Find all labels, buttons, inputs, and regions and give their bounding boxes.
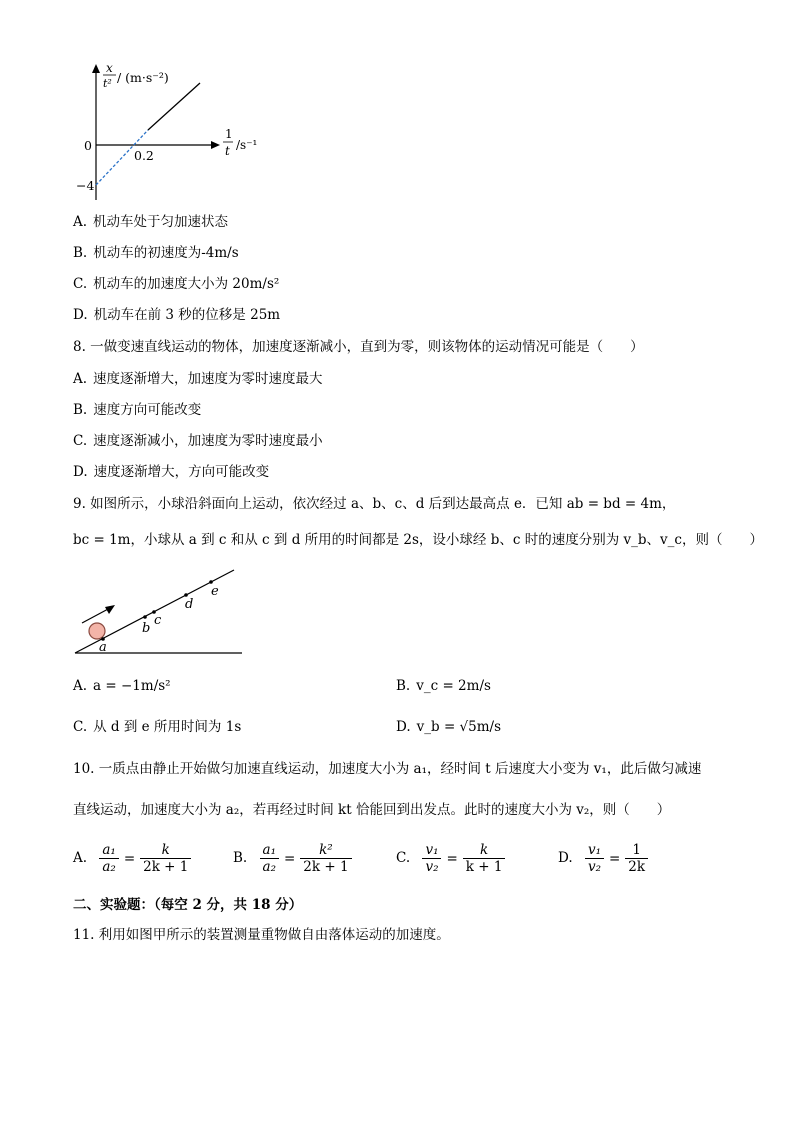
section-2-title: 二、实验题：（每空 2 分，共 18 分） [73, 897, 303, 913]
q8-option-b-text: 速度方向可能改变 [93, 402, 202, 418]
q9-stem-line2: bc = 1m，小球从 a 到 c 和从 c 到 d 所用的时间都是 2s，设小球经 b、c 时的速度分别为 v_b、v_c，则（ ） [73, 532, 763, 548]
graph-x-arrow [211, 141, 220, 149]
graph-y-label-num: x [106, 61, 113, 75]
q10-d-rhs-num: 1 [625, 842, 648, 859]
q10-d-lhs-num: v₁ [585, 842, 604, 859]
q7-option-a-text: 机动车处于匀加速状态 [93, 214, 229, 230]
q10-c-lhs-den: v₂ [425, 859, 439, 875]
label-d: d [185, 597, 194, 612]
q10-stem-line1: 10. 一质点由静止开始做匀加速直线运动，加速度大小为 a₁，经时间 t 后速度大小变为 v₁，此后做匀减速 [73, 761, 702, 777]
q8-option-b[interactable] [73, 400, 201, 420]
q10-c-lhs-num: v₁ [422, 842, 441, 859]
q7-option-b-label: B. [73, 245, 88, 261]
q7-option-a[interactable] [73, 212, 228, 232]
q7-option-b-text: 机动车的初速度为-4m/s [93, 245, 239, 261]
label-b: b [142, 621, 151, 636]
q10-c-rhs-den: k + 1 [465, 859, 503, 875]
q7-option-c-label: C. [73, 276, 88, 292]
q9-incline-figure [70, 565, 250, 660]
graph-x-intercept-label: 0.2 [134, 148, 154, 163]
q7-option-b[interactable] [73, 243, 239, 263]
q8-option-c-label: C. [73, 433, 88, 449]
motion-arrow-head [105, 605, 115, 614]
q9-option-c[interactable] [73, 717, 241, 737]
q10-b-rhs-den: 2k + 1 [303, 859, 349, 875]
motion-arrow-shaft [82, 608, 110, 623]
q8-option-d-text: 速度逐渐增大，方向可能改变 [93, 464, 270, 480]
label-c: c [154, 613, 162, 628]
q7-option-d[interactable] [73, 305, 280, 325]
q8-stem: 8. 一做变速直线运动的物体，加速度逐渐减小，直到为零，则该物体的运动情况可能是（ ） [73, 339, 644, 355]
graph-y-arrow [92, 64, 100, 73]
graph-x-unit: /s⁻¹ [236, 138, 258, 152]
q10-option-a[interactable]: A. $\frac{\text{a₁}}{\text{a₂}}$ = $\frac{k}{2k + 1}$ [73, 842, 193, 875]
q10-option-d-label: D. [558, 850, 573, 866]
q8-option-a[interactable] [73, 369, 323, 389]
q7-option-c-text: 机动车的加速度大小为 20m/s² [93, 276, 280, 292]
q9-option-d[interactable] [396, 717, 501, 737]
q10-a-rhs-den: 2k + 1 [143, 859, 189, 875]
q10-d-lhs-den: v₂ [587, 859, 601, 875]
q8-option-a-text: 速度逐渐增大，加速度为零时速度最大 [93, 371, 323, 387]
label-e: e [211, 584, 219, 599]
label-a: a [99, 640, 107, 655]
q10-b-lhs-num: a₁ [260, 842, 279, 859]
q10-option-b-label: B. [233, 850, 248, 866]
q9-option-b-text: v_c = 2m/s [416, 678, 491, 694]
q10-a-lhs-num: a₁ [99, 842, 118, 859]
q10-a-rhs-num: k [140, 842, 191, 859]
q10-option-d-rhs [625, 842, 648, 875]
q8-option-c[interactable] [73, 431, 323, 451]
q10-option-a-lhs [99, 842, 118, 875]
graph-y-label-den: t² [103, 77, 112, 90]
q10-option-a-rhs [140, 842, 191, 875]
q10-option-c-lhs [422, 842, 441, 875]
q9-option-a[interactable] [73, 676, 171, 696]
q10-option-c-rhs [463, 842, 506, 875]
q9-option-c-label: C. [73, 719, 88, 735]
q9-option-b[interactable] [396, 676, 491, 696]
q10-b-lhs-den: a₂ [262, 859, 276, 875]
graph-x-label-num: 1 [225, 127, 233, 141]
q10-option-b-lhs [260, 842, 279, 875]
q10-option-c[interactable]: C. $\frac{\text{v₁}}{\text{v₂}}$ = $\frac{k}{k + 1}$ [396, 842, 507, 875]
q10-a-lhs-den: a₂ [102, 859, 116, 875]
q10-option-c-label: C. [396, 850, 411, 866]
graph-y-unit: / (m·s⁻²) [117, 70, 169, 85]
q9-option-d-label: D. [396, 719, 411, 735]
q10-option-d[interactable]: D. $\frac{\text{v₁}}{\text{v₂}}$ = $\frac{1}{2k}$ [558, 842, 650, 875]
graph-origin-label: 0 [84, 138, 92, 153]
q7-option-c[interactable] [73, 274, 279, 294]
q10-option-a-label: A. [73, 850, 88, 866]
q10-option-b-rhs [300, 842, 351, 875]
q8-option-a-label: A. [73, 371, 88, 387]
ball [89, 623, 105, 639]
q9-option-a-label: A. [73, 678, 88, 694]
q10-b-rhs-num: k² [300, 842, 351, 859]
q10-option-b[interactable]: B. $\frac{\text{a₁}}{\text{a₂}}$ = $\frac{\text{k²}}{2k + 1}$ [233, 842, 354, 875]
q8-option-d-label: D. [73, 464, 88, 480]
q10-option-d-lhs [585, 842, 604, 875]
q10-c-rhs-num: k [463, 842, 506, 859]
graph-solid-line [148, 83, 200, 130]
graph-x-label-den: t [225, 144, 230, 158]
q8-option-b-label: B. [73, 402, 88, 418]
q7-option-d-text: 机动车在前 3 秒的位移是 25m [93, 307, 281, 323]
q9-option-a-text: a = −1m/s² [93, 678, 171, 694]
q7-option-a-label: A. [73, 214, 88, 230]
q9-option-b-label: B. [396, 678, 411, 694]
graph-y-intercept-label: −4 [76, 178, 95, 193]
q8-option-c-text: 速度逐渐减小，加速度为零时速度最小 [93, 433, 323, 449]
point-b [143, 615, 147, 619]
q7-option-d-label: D. [73, 307, 88, 323]
q7-graph [70, 58, 270, 208]
q9-option-d-text: v_b = √5m/s [416, 719, 502, 735]
q9-option-c-text: 从 d 到 e 所用时间为 1s [93, 719, 242, 735]
q10-d-rhs-den: 2k [628, 859, 646, 875]
q11-stem: 11. 利用如图甲所示的装置测量重物做自由落体运动的加速度。 [73, 927, 450, 943]
q10-stem-line2: 直线运动，加速度大小为 a₂，若再经过时间 kt 恰能回到出发点。此时的速度大小为 v₂，则（ ） [73, 802, 671, 818]
q8-option-d[interactable] [73, 462, 269, 482]
q9-stem-line1: 9. 如图所示，小球沿斜面向上运动，依次经过 a、b、c、d 后到达最高点 e．已知 ab = bd = 4m， [73, 496, 676, 512]
